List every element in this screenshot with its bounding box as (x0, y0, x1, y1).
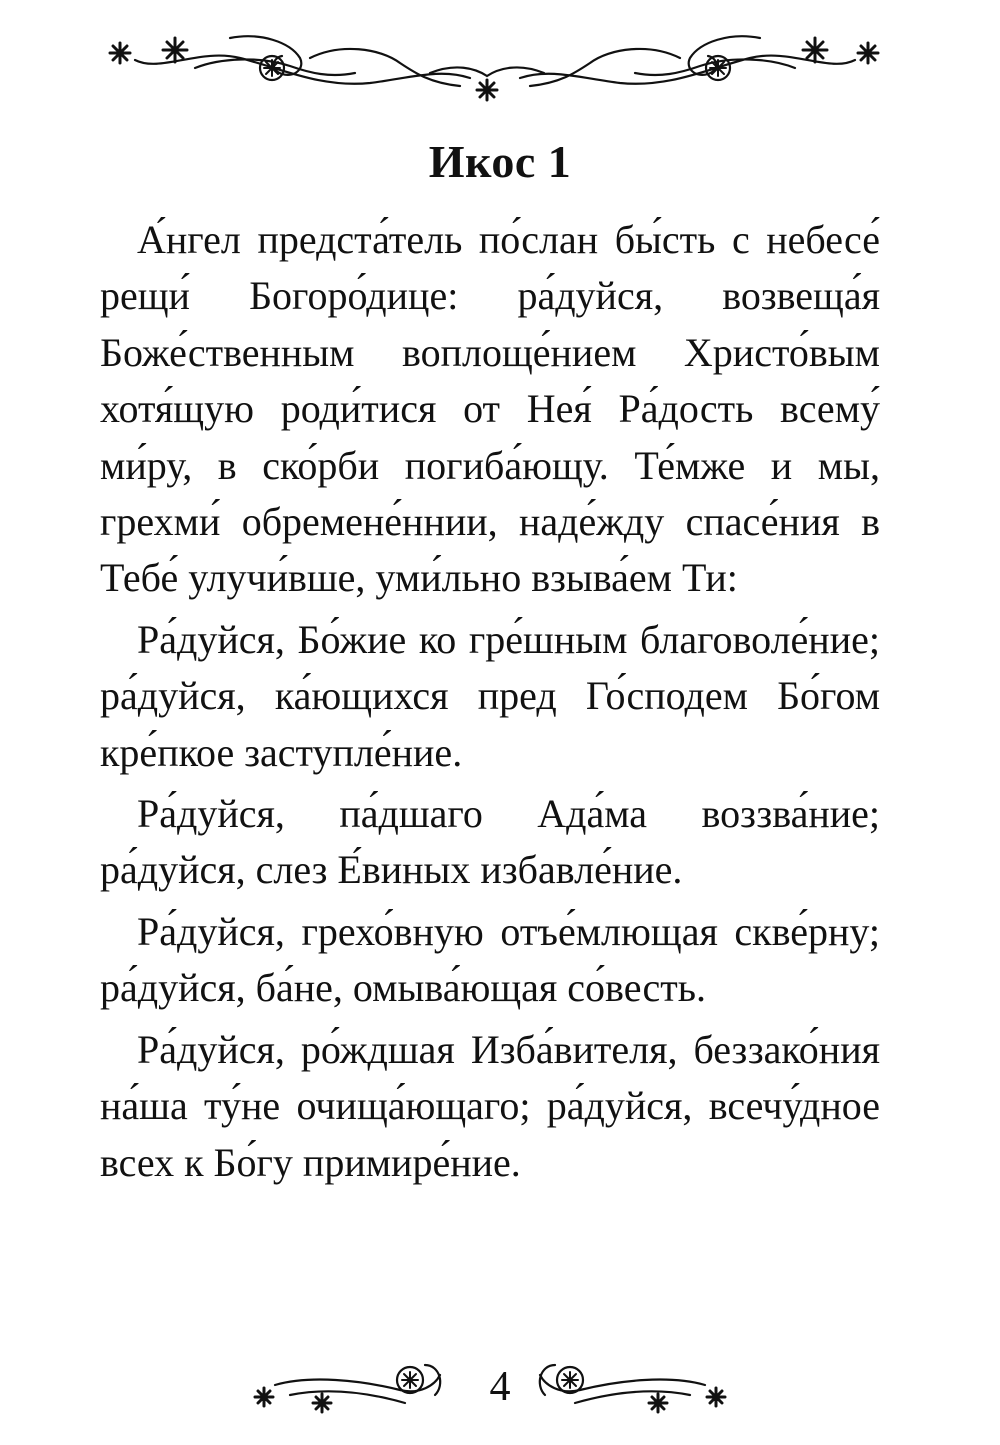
flower-icon (803, 38, 827, 62)
paragraph-radujsya-4: Ра́дуйся, ро́ждшая Изба́вителя, беззако́ния на́ша ту́не очища́ющаго; ра́дуйся, всечу́дное всех к Бо́гу примире́ние. (100, 1026, 880, 1185)
paragraph-radujsya-3: Ра́дуйся, грехо́вную отъе́млющая скве́рну; ра́дуйся, ба́не, омыва́ющая со́весть. (100, 908, 880, 1011)
paragraph-radujsya-1: Ра́дуйся, Бо́жие ко гре́шным благоволе́ние; ра́дуйся, ка́ющихся пред Го́сподем Бо́гом кре́пкое заступле́ние. (100, 616, 880, 775)
page-number: 4 (489, 1364, 511, 1410)
body-text (100, 212, 880, 1196)
paragraph-ikos: А́нгел предста́тель по́слан бы́сть с небесе́ рещи́ Богоро́дице: ра́дуйся, возвеща́я Боже́ственным воплоще́нием Христо́вым хотя́щую роди́тися от Нея́ Ра́дость всему́ ми́ру, в ско́рби погиба́ющу. Те́мже и мы, грехми́ обремене́ннии, наде́жду спасе́ния в Тебе́ улучи́вше, уми́льно взыва́ем Ти: (100, 217, 880, 601)
page-title: Икос 1 (428, 136, 572, 187)
flower-icon (163, 38, 187, 62)
top-floral-ornament (100, 28, 890, 108)
paragraph-radujsya-2: Ра́дуйся, па́дшаго Ада́ма воззва́ние; ра́дуйся, слез Е́виных избавле́ние. (100, 791, 880, 893)
flower-icon (110, 43, 130, 63)
flower-icon (858, 43, 878, 63)
flower-icon (477, 80, 497, 100)
